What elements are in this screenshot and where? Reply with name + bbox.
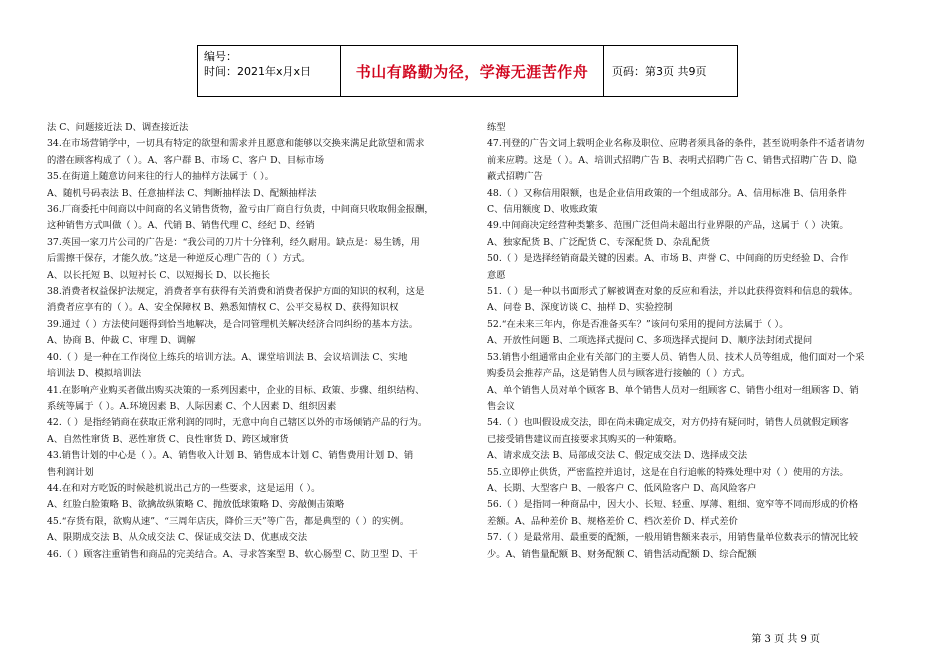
question-line: A、单个销售人员对单个顾客 B、单个销售人员对一组顾客 C、销售小组对一组顾客 D、销: [487, 384, 859, 396]
question-line: 45.“存货有限，欲购从速”、“三周年店庆，降价三天”等广告，都是典型的（ ）的实例。: [47, 515, 410, 527]
page-header: [197, 45, 738, 97]
question-line: 37.英国一家刀片公司的广告是：“我公司的刀片十分锋利，经久耐用。缺点是：易生锈，用: [47, 236, 420, 248]
header-meta: [198, 46, 341, 96]
question-line: A、协商 B、仲裁 C、审理 D、调解: [47, 335, 196, 347]
page-footer: 第 3 页 共 9 页: [751, 634, 820, 645]
question-line: 56.（ ）是指同一种商品中，因大小、长短、轻重、厚薄、粗细、宽窄等不同而形成的价格: [487, 499, 859, 511]
question-line: 39.通过（ ）方法使问题得到恰当地解决，是合同管理机关解决经济合同纠纷的基本方法。: [47, 318, 419, 330]
header-motto: 书山有路勤为径，学海无涯苦作舟: [341, 46, 604, 96]
question-line: 购委员会推荐产品，这是销售人员与顾客进行接触的（ ）方式。: [487, 368, 751, 380]
right-column: [487, 120, 907, 563]
question-line: C、信用额度 D、收账政策: [487, 204, 598, 216]
question-line: 练型: [487, 122, 506, 133]
question-line: 41.在影响产业购买者做出购买决策的一系列因素中，企业的目标、政策、步骤、组织结构、: [47, 384, 425, 396]
question-line: 售会议: [487, 400, 515, 412]
question-line: 少。A、销售量配额 B、财务配额 C、销售活动配额 D、综合配额: [487, 548, 757, 560]
question-line: A、红脸白脸策略 B、欲擒故纵策略 C、抛放低球策略 D、旁敲侧击策略: [47, 499, 345, 511]
question-line: 36.厂商委托中间商以中间商的名义销售货物，盈亏由厂商自行负责，中间商只收取佣金报酬，: [47, 204, 434, 216]
question-line: 35.在街道上随意访问来往的行人的抽样方法属于（ ）。: [47, 171, 274, 183]
question-line: A、自然性窜货 B、恶性窜货 C、良性窜货 D、跨区域窜货: [47, 433, 289, 445]
question-line: 51.（ ）是一种以书面形式了解被调查对象的反应和看法，并以此获得资料和信息的载体。: [487, 286, 859, 298]
number-label: 编号：: [204, 50, 237, 63]
question-line: 培训法 D、模拟培训法: [47, 368, 142, 380]
question-line: 50.（ ）是选择经销商最关键的因素。A、市场 B、声誉 C、中间商的历史经验 D、合作: [487, 253, 849, 265]
question-line: 57.（ ）是最常用、最重要的配额，一般用销售额来表示，用销售量单位数表示的情况比较: [487, 532, 859, 544]
question-line: 48.（ ）又称信用限额，也是企业信用政策的一个组成部分。A、信用标准 B、信用条件: [487, 187, 847, 199]
question-line: 售利润计划: [47, 466, 94, 478]
left-column: [47, 120, 467, 563]
question-line: 46.（ ）顾客注重销售和商品的完美结合。A、寻求答案型 B、软心肠型 C、防卫型 D、干: [47, 548, 418, 560]
question-line: 38.消费者权益保护法规定，消费者享有获得有关消费和消费者保护方面的知识的权利，这是: [47, 286, 425, 298]
question-line: 43.销售计划的中心是（ ）。A、销售收入计划 B、销售成本计划 C、销售费用计划 D、销: [47, 450, 414, 462]
question-line: A、开放性问题 B、二项选择式提问 C、多项选择式提问 D、顺序法封闭式提问: [487, 335, 813, 347]
question-line: 差额。A、品种差价 B、规格差价 C、档次差价 D、样式差价: [487, 515, 738, 527]
question-line: A、问卷 B、深度访谈 C、抽样 D、实验控制: [487, 302, 673, 314]
question-line: 前来应聘。这是（ ）。A、培训式招聘广告 B、表明式招聘广告 C、销售式招聘广告 D、隐: [487, 154, 857, 166]
question-line: 55.立即停止供货，严密监控并追讨，这是在自行追帐的特殊处理中对（ ）使用的方法。: [487, 466, 849, 478]
question-line: 蔽式招聘广告: [487, 171, 543, 183]
header-page-info: 页码：第3页 共9页: [612, 65, 707, 78]
question-line: 49.中间商决定经营种类繁多、范围广泛但尚未超出行业界限的产品，这属于（ ）决策。: [487, 220, 849, 232]
question-line: A、以长托短 B、以短衬长 C、以短揭长 D、以长拖长: [47, 269, 270, 281]
question-line: 的潜在顾客构成了（ ）。A、客户群 B、市场 C、客户 D、目标市场: [47, 154, 325, 166]
question-line: 系统等属于（ ）。A.环境因素 B、人际因素 C、个人因素 D、组织因素: [47, 400, 337, 412]
question-line: 已接受销售建议而直接要求其购买的一种策略。: [487, 433, 683, 445]
question-line: 这种销售方式叫做（ ）。A、代销 B、销售代理 C、经纪 D、经销: [47, 220, 315, 232]
question-line: 34.在市场营销学中，一切具有特定的欲望和需求并且愿意和能够以交换来满足此欲望和需求: [47, 138, 425, 150]
question-line: A、限期成交法 B、从众成交法 C、保证成交法 D、优惠成交法: [47, 532, 308, 544]
question-line: 53.销售小组通常由企业有关部门的主要人员、销售人员、技术人员等组成，他们面对一个采: [487, 351, 865, 363]
question-line: 44.在和对方吃饭的时候趁机说出己方的一些要求，这是运用（ ）。: [47, 482, 321, 494]
question-line: A、独家配货 B、广泛配货 C、专深配货 D、杂乱配货: [487, 236, 710, 248]
question-line: 54.（ ）也叫假设成交法，即在尚未确定成交，对方仍持有疑问时，销售人员就假定顾客: [487, 417, 849, 429]
question-line: 40.（ ）是一种在工作岗位上练兵的培训方法。A、课堂培训法 B、会议培训法 C、实地: [47, 351, 408, 363]
question-line: 47.刊登的广告文词上载明企业名称及职位、应聘者须具备的条件，甚至说明条件不适者请勿: [487, 138, 865, 150]
question-line: 意愿: [487, 269, 506, 281]
question-line: A、请求成交法 B、局部成交法 C、假定成交法 D、选择成交法: [487, 450, 748, 462]
question-line: 后需擦干保存，才能久放。”这是一种逆反心理广告的（ ）方式。: [47, 253, 311, 265]
time-label: 时间：2021年x月x日: [204, 65, 312, 78]
question-line: A、随机号码表法 B、任意抽样法 C、判断抽样法 D、配额抽样法: [47, 187, 317, 199]
question-line: 52.“在未来三年内，你是否准备买车？”该问句采用的提问方法属于（ ）。: [487, 318, 789, 330]
question-line: 42.（ ）是指经销商在获取正常利润的同时，无意中向自己辖区以外的市场倾销产品的行为。: [47, 417, 428, 429]
question-line: 法 C、问题接近法 D、调查接近法: [47, 122, 189, 133]
question-line: 消费者应享有的（ ）。A、安全保障权 B、熟悉知情权 C、公平交易权 D、获得知识权: [47, 302, 399, 314]
question-line: A、长期、大型客户 B、一般客户 C、低风险客户 D、高风险客户: [487, 482, 757, 494]
